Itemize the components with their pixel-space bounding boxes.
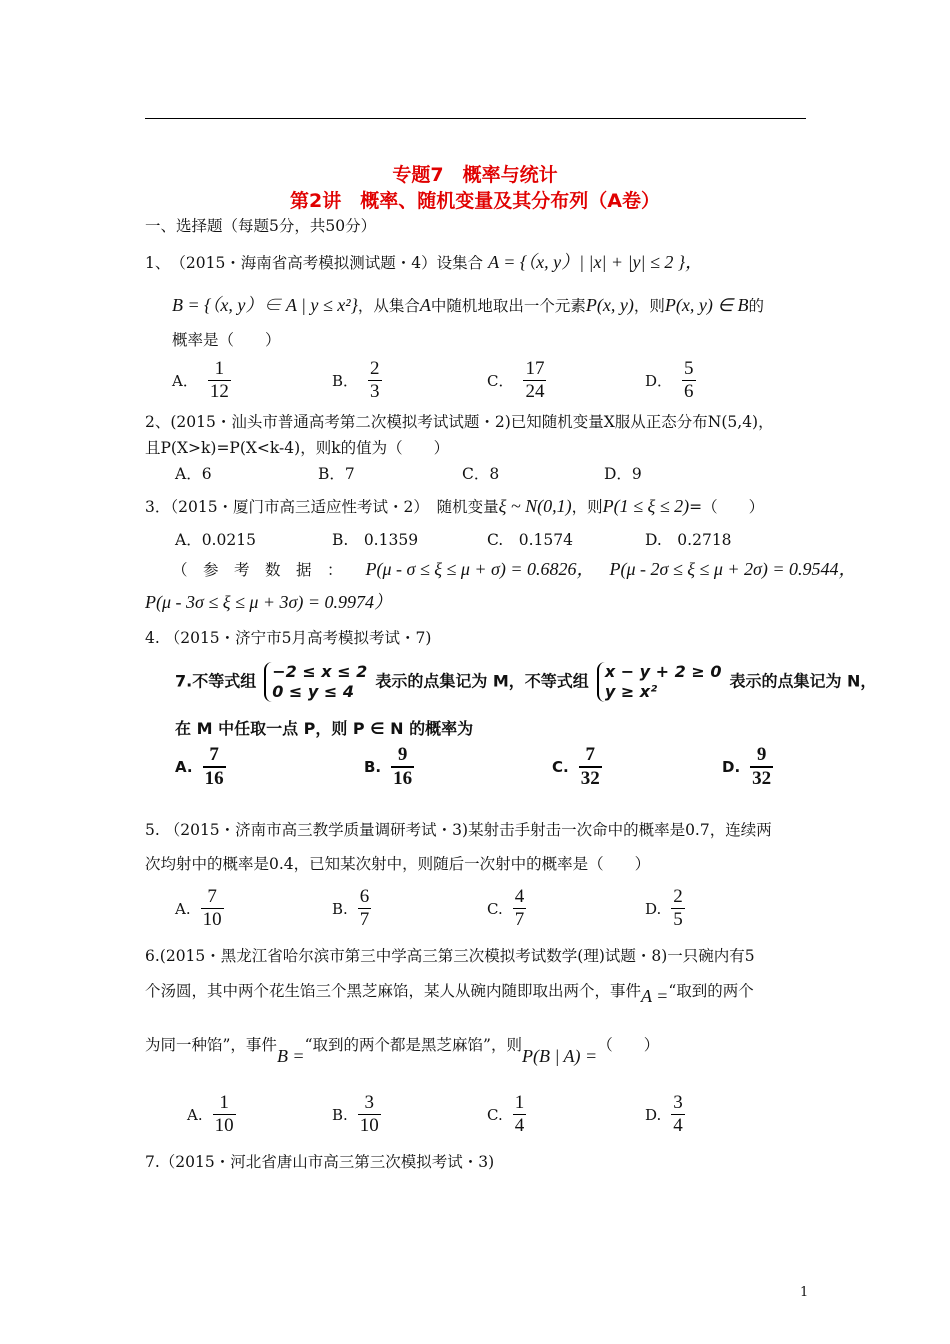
q1-option-b: B． $\frac{2}{3}$ [332, 358, 380, 402]
q5-option-a: A. $\frac{7}{10}$ [175, 886, 222, 930]
q3-option-a: A．0.0215 [175, 531, 256, 549]
q3-line1: 3．（2015・厦门市高三适应性考试・2） 随机变量ξ ~ N(0,1)，则P(1 ≤ ξ ≤ 2)=（ ） [145, 496, 765, 516]
q5-line1: 5. （2015・济南市高三教学质量调研考试・3)某射击手射击一次命中的概率是0.7，连续两 [145, 821, 772, 839]
q5-option-b: B. $\frac{6}{7}$ [332, 886, 370, 930]
topic-title: 专题7 概率与统计 [392, 164, 558, 186]
q6-option-a: A. $\frac{1}{10}$ [187, 1092, 234, 1136]
q3-option-c: C. 0.1574 [487, 531, 573, 549]
q1-option-c: C． $\frac{17}{24}$ [487, 358, 545, 402]
q6-option-d: D. $\frac{3}{4}$ [645, 1092, 683, 1136]
q2-line1: 2、(2015・汕头市普通高考第二次模拟考试试题・2)已知随机变量X服从正态分布N(5,4)， [145, 413, 774, 431]
q6-line1: 6.(2015・黑龙江省哈尔滨市第三中学高三第三次模拟考试数学(理)试题・8)一只碗内有5 [145, 947, 755, 965]
q5-option-d: D. $\frac{2}{5}$ [645, 886, 683, 930]
q4-image-line2: 在 M 中任取一点 P，则 P ∈ N 的概率为 [175, 719, 474, 738]
q1-setA: A = {（x, y）| |x| + |y| ≤ 2 }， [488, 252, 704, 272]
q4-system1: −2 ≤ x ≤ 2 0 ≤ y ≤ 4 [264, 662, 367, 702]
q1-option-d: D． $\frac{5}{6}$ [645, 358, 694, 402]
q4-option-d: D. $\frac{9}{32}$ [722, 744, 772, 789]
q2-line2: 且P(X>k)=P(X<k-4)，则k的值为（ ） [145, 439, 450, 457]
q3-option-b: B. 0.1359 [332, 531, 419, 549]
q1-setB: B = {（x, y）∈ A | y ≤ x²} [172, 295, 358, 315]
q5-line2: 次均射中的概率是0.4，已知某次射中，则随后一次射中的概率是（ ） [145, 855, 651, 873]
q4-option-c: C. $\frac{7}{32}$ [552, 744, 600, 789]
q3-option-d: D. 0.2718 [645, 531, 732, 549]
q7-line1: 7.（2015・河北省唐山市高三第三次模拟考试・3) [145, 1153, 495, 1171]
q3-reference: （ 参 考 数 据 ： P(μ - σ ≤ ξ ≤ μ + σ) = 0.6826， P(μ - 2σ ≤ ξ ≤ μ + 2σ) = 0.9544， [172, 559, 857, 579]
q1-line1: 1、 （2015・海南省高考模拟测试题・4）设集合 A = {（x, y）| |x| + |y| ≤ 2 }， [145, 252, 704, 272]
q1-line2: B = {（x, y）∈ A | y ≤ x²}，从集合A中随机地取出一个元素P(x, y)，则P(x, y) ∈ B的 [172, 295, 765, 315]
section-heading: 一、选择题（每题5分，共50分） [145, 217, 377, 235]
q6-line2: 个汤圆，其中两个花生馅三个黑芝麻馅，某人从碗内随即取出两个，事件A =“取到的两个 [145, 982, 754, 1006]
q2-option-a: A．6 [175, 465, 212, 483]
q6-line3: 为同一种馅”，事件B =“取到的两个都是黑芝麻馅”，则P(B | A) =（ ） [145, 1036, 660, 1066]
q1-option-a: A． $\frac{1}{12}$ [172, 358, 229, 402]
header-rule [145, 118, 806, 119]
q2-option-c: C．8 [462, 465, 500, 483]
page-number: 1 [800, 1285, 809, 1300]
q4-system2: x − y + 2 ≥ 0 y ≥ x² [597, 662, 722, 702]
q4-option-b: B. $\frac{9}{16}$ [364, 744, 413, 789]
q2-option-d: D．9 [604, 465, 642, 483]
q4-option-a: A. $\frac{7}{16}$ [175, 744, 224, 789]
q4-line1: 4. （2015・济宁市5月高考模拟考试・7) [145, 629, 432, 647]
q5-option-c: C. $\frac{4}{7}$ [487, 886, 525, 930]
q6-option-b: B. $\frac{3}{10}$ [332, 1092, 379, 1136]
q3-reference-cont: P(μ - 3σ ≤ ξ ≤ μ + 3σ) = 0.9974） [145, 592, 393, 612]
q4-image-line1: 7.不等式组 −2 ≤ x ≤ 2 0 ≤ y ≤ 4 表示的点集记为 M，不等式组 x − y + 2 ≥ 0 y ≥ x² 表示的点集记为 N， [175, 662, 877, 701]
lecture-title: 第2讲 概率、随机变量及其分布列（A卷） [290, 190, 660, 212]
q2-option-b: B．7 [318, 465, 355, 483]
q1-line3: 概率是（ ） [172, 331, 281, 349]
q6-option-c: C. $\frac{1}{4}$ [487, 1092, 525, 1136]
